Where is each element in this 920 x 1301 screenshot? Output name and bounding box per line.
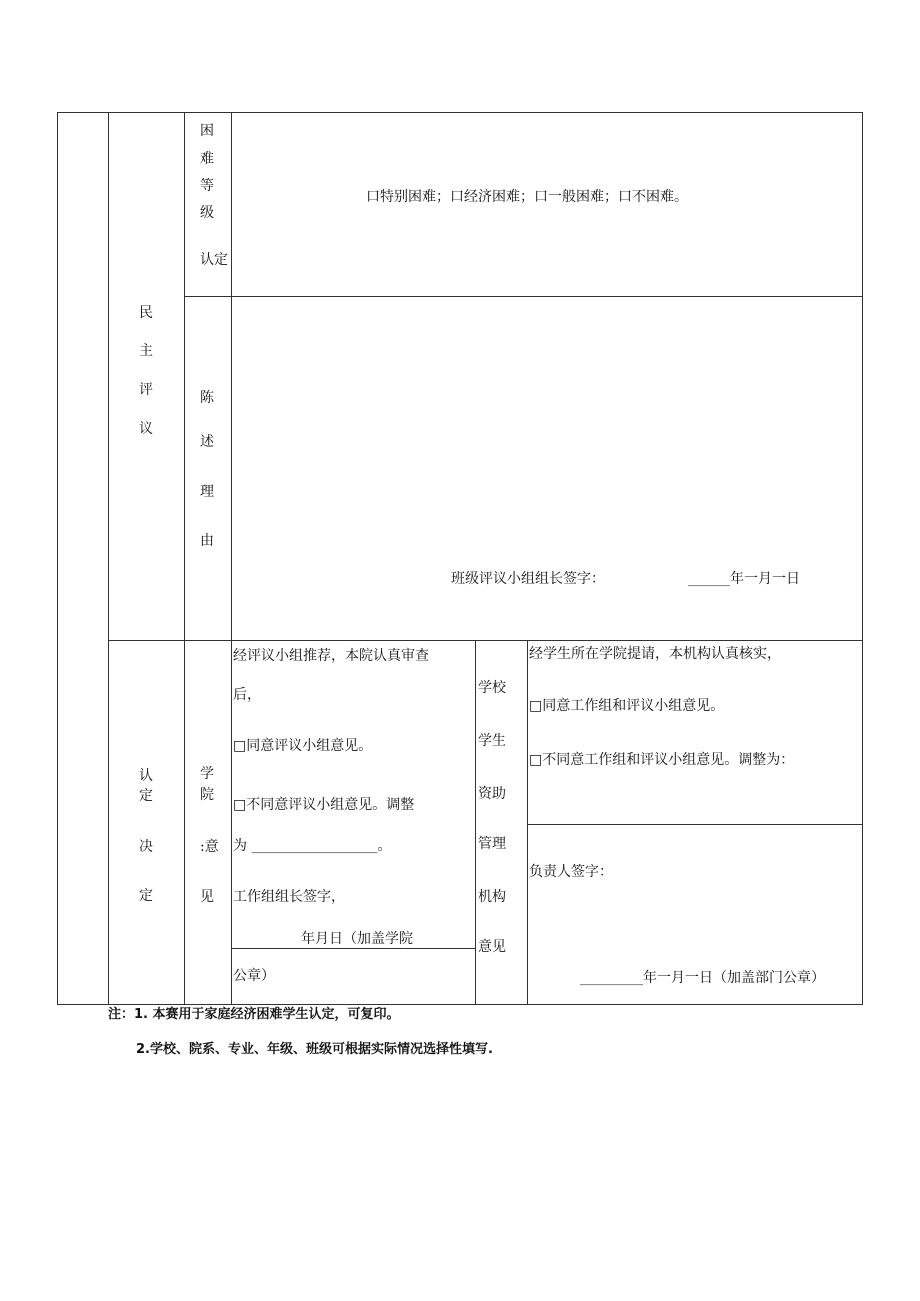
- class-leader-signature-label: 班级评议小组组长签字：: [451, 571, 605, 587]
- col-divider-school-left: [475, 640, 476, 1005]
- level-label-char: 等: [200, 178, 214, 194]
- row-divider-school: [527, 824, 863, 825]
- statement-label-char: 陈: [200, 390, 214, 406]
- school-date-seal: _________年一月一日（加盖部门公章）: [580, 970, 825, 986]
- table-left-border: [57, 112, 58, 1005]
- level-label-char: 难: [200, 151, 214, 167]
- democratic-review-char: 民: [139, 305, 153, 321]
- college-opinion-line: 经评议小组推荐，本院认真审查: [233, 648, 429, 664]
- school-label-chars: 意见: [478, 939, 506, 955]
- school-label-chars: 机构: [478, 889, 506, 905]
- level-label-char: 困: [200, 123, 214, 139]
- table-bottom-border: [57, 1004, 863, 1005]
- statement-label-char: 述: [200, 434, 214, 450]
- determination-char: 定: [139, 788, 153, 804]
- college-leader-signature-label: 工作组组长签字，: [233, 889, 345, 905]
- school-label-chars: 资助: [478, 786, 506, 802]
- college-label-char: :意: [200, 839, 219, 855]
- table-right-border: [862, 112, 863, 1005]
- class-leader-date: ______年一月一日: [688, 571, 800, 587]
- statement-label-char: 理: [200, 484, 214, 500]
- col-divider-2: [184, 112, 185, 1005]
- school-label-chars: 管理: [478, 836, 506, 852]
- democratic-review-char: 议: [139, 421, 153, 437]
- col-divider-3: [231, 112, 232, 1005]
- college-label-char: 见: [200, 889, 214, 905]
- level-label-char: 级: [200, 205, 214, 221]
- college-agree-checkbox[interactable]: □同意评议小组意见。: [233, 738, 373, 754]
- school-agree-checkbox[interactable]: □同意工作组和评议小组意见。: [529, 698, 725, 714]
- college-date-seal: 年月日（加盖学院: [301, 931, 413, 947]
- col-divider-school-right: [527, 640, 528, 1005]
- statement-label-char: 由: [200, 533, 214, 549]
- school-label-chars: 学生: [478, 733, 506, 749]
- determination-char: 定: [139, 888, 153, 904]
- school-leader-signature-label: 负责人签字：: [529, 864, 613, 880]
- college-opinion-line: 后，: [233, 687, 261, 703]
- college-adjust-field[interactable]: 为 __________________。: [233, 838, 392, 854]
- determination-char: 认: [139, 768, 153, 784]
- college-seal: 公章）: [233, 968, 275, 984]
- row-divider-college-seal: [231, 948, 475, 949]
- democratic-review-char: 评: [139, 382, 153, 398]
- determination-char: 决: [139, 839, 153, 855]
- democratic-review-char: 主: [139, 343, 153, 359]
- row-divider-level: [184, 296, 863, 297]
- school-label-chars: 学校: [478, 680, 506, 696]
- level-label-tail: 认定: [200, 252, 228, 268]
- level-options: 口特别困难；口经济困难；口一般困难；口不困难。: [366, 189, 688, 205]
- table-top-border: [57, 112, 863, 113]
- college-label-char: 院: [200, 787, 214, 803]
- footnote-1: 注：1. 本赛用于家庭经济困难学生认定，可复印。: [108, 1007, 400, 1022]
- college-disagree-checkbox[interactable]: □不同意评议小组意见。调整: [233, 797, 415, 813]
- school-opinion-line: 经学生所在学院提请，本机构认真核实，: [529, 646, 781, 662]
- footnote-2: 2.学校、院系、专业、年级、班级可根据实际情况选择性填写.: [136, 1042, 493, 1057]
- row-divider-review: [108, 640, 863, 641]
- col-divider-1: [108, 112, 109, 1005]
- school-disagree-checkbox[interactable]: □不同意工作组和评议小组意见。调整为：: [529, 752, 795, 768]
- college-label-char: 学: [200, 766, 214, 782]
